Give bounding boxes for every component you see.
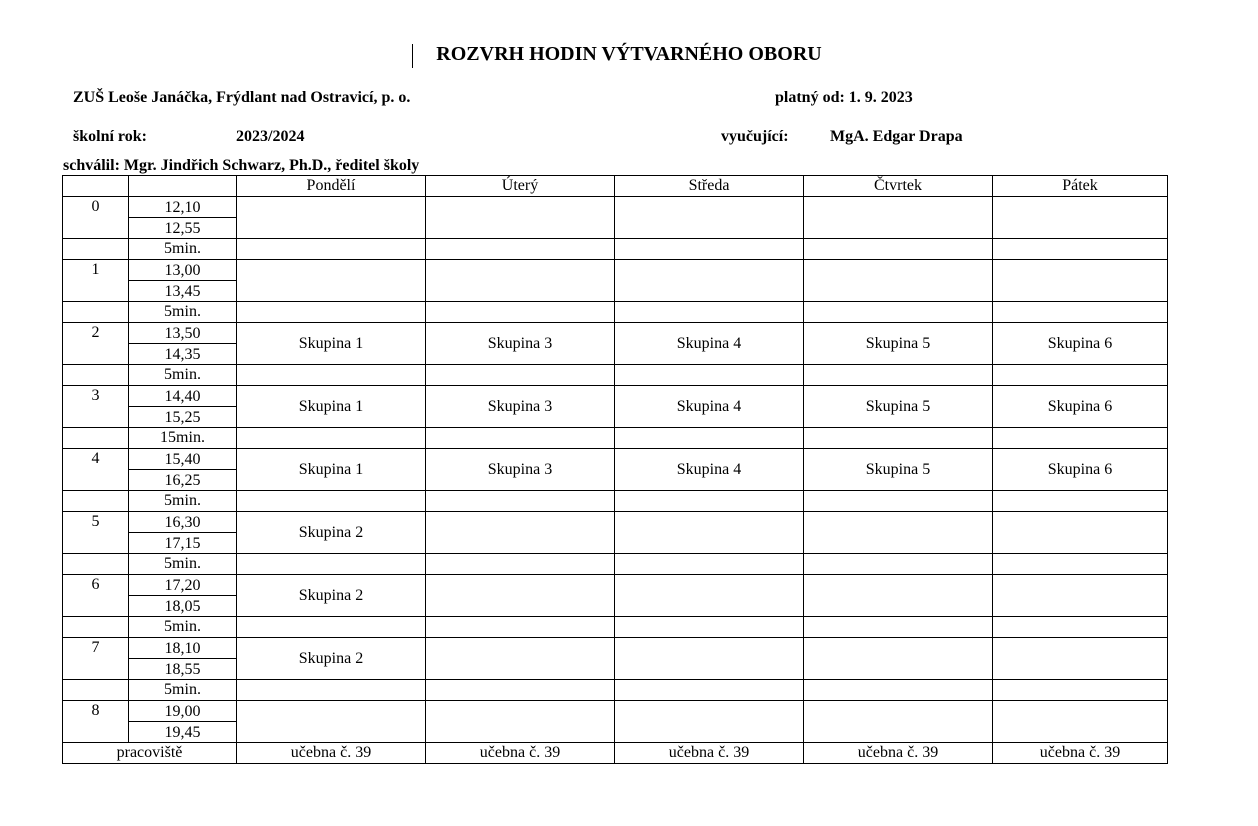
- break-cell: [237, 617, 426, 638]
- document-title: ROZVRH HODIN VÝTVARNÉHO OBORU: [436, 43, 822, 65]
- lesson-row: [63, 197, 1168, 218]
- schedule-cell: [615, 512, 804, 554]
- lesson-end-time: 19,45: [129, 722, 237, 743]
- workplace-row: [63, 743, 1168, 764]
- day-header: Středa: [615, 176, 804, 197]
- schedule-cell: [804, 260, 993, 302]
- schedule-cell: [426, 197, 615, 239]
- schedule-cell: Skupina 4: [615, 386, 804, 428]
- break-row: [63, 302, 1168, 323]
- lesson-start-time: 19,00: [129, 701, 237, 722]
- break-cell: [426, 302, 615, 323]
- schedule-cell: Skupina 2: [237, 575, 426, 617]
- schedule-cell: [426, 701, 615, 743]
- break-blank-cell: [63, 302, 129, 323]
- header-row: [63, 176, 1168, 197]
- break-duration: 5min.: [129, 365, 237, 386]
- lesson-end-time: 12,55: [129, 218, 237, 239]
- break-row: [63, 365, 1168, 386]
- break-cell: [426, 617, 615, 638]
- break-duration: 5min.: [129, 239, 237, 260]
- break-cell: [426, 554, 615, 575]
- break-blank-cell: [63, 617, 129, 638]
- schedule-cell: [615, 638, 804, 680]
- school-year-label: školní rok:: [73, 128, 147, 145]
- break-blank-cell: [63, 428, 129, 449]
- schedule-cell: Skupina 1: [237, 386, 426, 428]
- break-row: [63, 617, 1168, 638]
- lesson-number: 7: [63, 638, 129, 680]
- schedule-cell: [993, 260, 1168, 302]
- schedule-cell: Skupina 1: [237, 323, 426, 365]
- break-cell: [426, 491, 615, 512]
- schedule-cell: Skupina 1: [237, 449, 426, 491]
- schedule-cell: [615, 197, 804, 239]
- room-cell: učebna č. 39: [804, 743, 993, 764]
- break-cell: [615, 365, 804, 386]
- schedule-cell: Skupina 3: [426, 386, 615, 428]
- lesson-start-time: 12,10: [129, 197, 237, 218]
- time-header-cell: [129, 176, 237, 197]
- break-cell: [993, 491, 1168, 512]
- break-row: [63, 239, 1168, 260]
- break-cell: [426, 680, 615, 701]
- lesson-start-time: 13,50: [129, 323, 237, 344]
- lesson-row: [63, 575, 1168, 596]
- break-cell: [615, 554, 804, 575]
- lesson-number: 8: [63, 701, 129, 743]
- break-cell: [426, 239, 615, 260]
- break-duration: 5min.: [129, 680, 237, 701]
- schedule-cell: [615, 575, 804, 617]
- day-header: Pondělí: [237, 176, 426, 197]
- schedule-cell: Skupina 2: [237, 638, 426, 680]
- schedule-cell: Skupina 6: [993, 449, 1168, 491]
- lesson-end-time: 16,25: [129, 470, 237, 491]
- lesson-end-time: 15,25: [129, 407, 237, 428]
- text-cursor: [412, 44, 413, 68]
- lesson-row: [63, 323, 1168, 344]
- lesson-number: 5: [63, 512, 129, 554]
- break-cell: [615, 302, 804, 323]
- break-cell: [993, 554, 1168, 575]
- day-header: Úterý: [426, 176, 615, 197]
- break-cell: [804, 491, 993, 512]
- break-cell: [993, 617, 1168, 638]
- break-cell: [615, 239, 804, 260]
- break-cell: [993, 302, 1168, 323]
- lesson-number: 6: [63, 575, 129, 617]
- approved-by: schválil: Mgr. Jindřich Schwarz, Ph.D., ředitel školy: [63, 157, 420, 174]
- break-duration: 5min.: [129, 491, 237, 512]
- timetable-body: [63, 176, 1168, 764]
- schedule-cell: [615, 701, 804, 743]
- schedule-cell: [804, 701, 993, 743]
- schedule-cell: [237, 701, 426, 743]
- schedule-cell: [993, 701, 1168, 743]
- teacher-label: vyučující:: [721, 128, 789, 145]
- schedule-cell: Skupina 4: [615, 323, 804, 365]
- schedule-cell: Skupina 5: [804, 386, 993, 428]
- schedule-cell: Skupina 4: [615, 449, 804, 491]
- lesson-end-time: 14,35: [129, 344, 237, 365]
- room-cell: učebna č. 39: [237, 743, 426, 764]
- room-cell: učebna č. 39: [426, 743, 615, 764]
- break-cell: [993, 365, 1168, 386]
- schedule-cell: [993, 638, 1168, 680]
- break-cell: [237, 428, 426, 449]
- break-blank-cell: [63, 554, 129, 575]
- lesson-number: 4: [63, 449, 129, 491]
- room-cell: učebna č. 39: [993, 743, 1168, 764]
- break-cell: [804, 428, 993, 449]
- schedule-cell: [615, 260, 804, 302]
- day-header: Čtvrtek: [804, 176, 993, 197]
- schedule-cell: Skupina 5: [804, 323, 993, 365]
- break-cell: [237, 302, 426, 323]
- schedule-cell: Skupina 3: [426, 323, 615, 365]
- lesson-start-time: 18,10: [129, 638, 237, 659]
- lesson-end-time: 18,55: [129, 659, 237, 680]
- schedule-cell: [237, 260, 426, 302]
- break-cell: [993, 428, 1168, 449]
- lesson-end-time: 17,15: [129, 533, 237, 554]
- break-cell: [237, 491, 426, 512]
- break-cell: [615, 680, 804, 701]
- lesson-end-time: 18,05: [129, 596, 237, 617]
- lesson-start-time: 14,40: [129, 386, 237, 407]
- schedule-cell: Skupina 5: [804, 449, 993, 491]
- schedule-cell: Skupina 2: [237, 512, 426, 554]
- lesson-number: 2: [63, 323, 129, 365]
- break-blank-cell: [63, 365, 129, 386]
- lesson-row: [63, 701, 1168, 722]
- break-cell: [237, 239, 426, 260]
- lesson-start-time: 17,20: [129, 575, 237, 596]
- break-cell: [804, 554, 993, 575]
- break-blank-cell: [63, 239, 129, 260]
- break-cell: [426, 428, 615, 449]
- schedule-cell: [804, 638, 993, 680]
- break-row: [63, 680, 1168, 701]
- lesson-number: 1: [63, 260, 129, 302]
- lesson-row: [63, 512, 1168, 533]
- break-cell: [993, 239, 1168, 260]
- break-cell: [237, 365, 426, 386]
- break-row: [63, 491, 1168, 512]
- schedule-cell: [426, 638, 615, 680]
- break-row: [63, 554, 1168, 575]
- break-cell: [804, 302, 993, 323]
- schedule-cell: [426, 260, 615, 302]
- schedule-cell: [993, 575, 1168, 617]
- lesson-row: [63, 260, 1168, 281]
- schedule-cell: [426, 575, 615, 617]
- break-duration: 5min.: [129, 302, 237, 323]
- school-name: ZUŠ Leoše Janáčka, Frýdlant nad Ostravicí, p. o.: [73, 89, 411, 106]
- break-cell: [237, 554, 426, 575]
- workplace-label: pracoviště: [63, 743, 237, 764]
- break-duration: 5min.: [129, 617, 237, 638]
- schedule-cell: Skupina 6: [993, 323, 1168, 365]
- teacher-name: MgA. Edgar Drapa: [830, 128, 963, 145]
- break-blank-cell: [63, 491, 129, 512]
- break-cell: [615, 617, 804, 638]
- timetable: [62, 175, 1168, 764]
- lesson-row: [63, 638, 1168, 659]
- break-cell: [804, 680, 993, 701]
- break-cell: [804, 365, 993, 386]
- schedule-cell: Skupina 6: [993, 386, 1168, 428]
- lesson-start-time: 13,00: [129, 260, 237, 281]
- schedule-cell: [237, 197, 426, 239]
- schedule-cell: [804, 575, 993, 617]
- schedule-cell: [804, 512, 993, 554]
- lesson-row: [63, 449, 1168, 470]
- lesson-row: [63, 386, 1168, 407]
- lesson-number: 0: [63, 197, 129, 239]
- break-cell: [237, 680, 426, 701]
- schedule-cell: [804, 197, 993, 239]
- break-cell: [615, 491, 804, 512]
- room-cell: učebna č. 39: [615, 743, 804, 764]
- day-header: Pátek: [993, 176, 1168, 197]
- break-cell: [426, 365, 615, 386]
- break-duration: 15min.: [129, 428, 237, 449]
- break-cell: [993, 680, 1168, 701]
- break-row: [63, 428, 1168, 449]
- break-cell: [804, 617, 993, 638]
- break-duration: 5min.: [129, 554, 237, 575]
- lesson-number: 3: [63, 386, 129, 428]
- schedule-cell: [993, 197, 1168, 239]
- schedule-cell: [426, 512, 615, 554]
- corner-cell: [63, 176, 129, 197]
- break-cell: [615, 428, 804, 449]
- schedule-cell: Skupina 3: [426, 449, 615, 491]
- school-year-value: 2023/2024: [236, 128, 305, 145]
- lesson-end-time: 13,45: [129, 281, 237, 302]
- schedule-cell: [993, 512, 1168, 554]
- break-cell: [804, 239, 993, 260]
- lesson-start-time: 15,40: [129, 449, 237, 470]
- lesson-start-time: 16,30: [129, 512, 237, 533]
- break-blank-cell: [63, 680, 129, 701]
- valid-from: platný od: 1. 9. 2023: [775, 89, 913, 106]
